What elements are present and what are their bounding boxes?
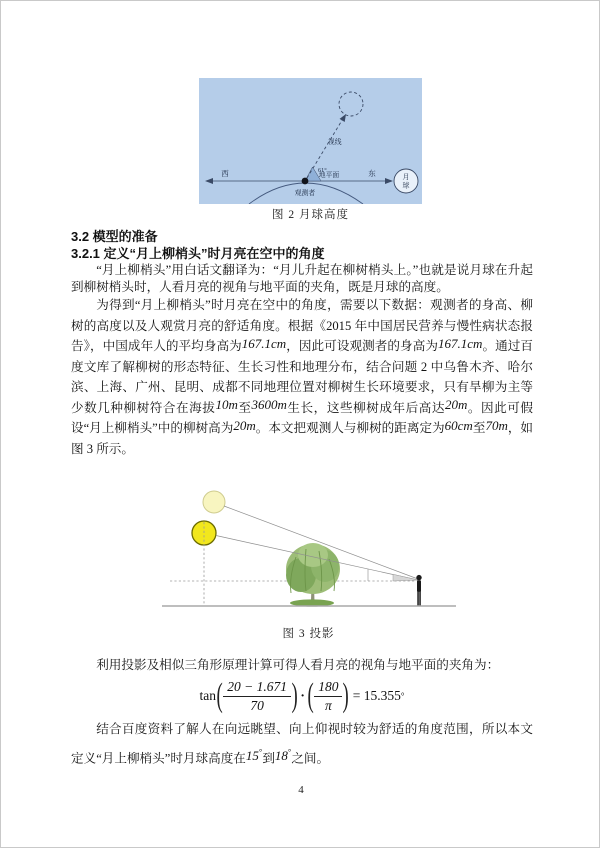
- east-label: 东: [368, 169, 376, 178]
- figure-2-diagram: [199, 78, 422, 204]
- observer-label: 观测者: [294, 190, 316, 197]
- paren-close-icon: ): [291, 677, 298, 714]
- p2-text: 。本文把观测人与柳树的距离定为: [255, 421, 445, 435]
- paragraph-definition: “月上柳梢头”用白话文翻译为：“月儿升起在柳树梢头上。”也就是说月球在升起到柳树梢头时，人看月亮的视角与地平面的夹角，既是月球的高度。: [71, 263, 533, 294]
- p2-math-height1: 167.1cm: [241, 335, 287, 351]
- p2-math-altitude-low: 10m: [215, 397, 238, 412]
- paragraph-data: [71, 295, 533, 459]
- p2-math-distance-low: 60cm: [444, 417, 473, 433]
- angle-label: 61°: [318, 167, 327, 174]
- angle-low-degree: °: [258, 746, 263, 757]
- figure-2-caption: 图 2 月球高度: [272, 209, 349, 221]
- p2-text: 生长，这些柳树成年后高达: [286, 400, 445, 415]
- p2-math-tree-height1: 20m: [444, 397, 468, 412]
- p2-text: 。通过百度文库了解柳树的形态特征、生长习性和地理分布，结合问题 2 中乌鲁木齐、哈尔滨、上海、广州、昆明、成都不同地理位置对柳树生长环境要求，只有旱柳为主等少数几种柳树符合在海拔: [71, 339, 534, 415]
- formula-degree: °: [400, 691, 405, 701]
- figure-3-diagram: [156, 489, 461, 611]
- moon-pale-icon: [203, 491, 225, 513]
- paragraph-conclusion: [71, 717, 533, 771]
- p4-math-angle-high: [275, 748, 291, 763]
- p2-text: ，因此可设观测者的身高为: [286, 339, 439, 353]
- formula-result: = 15.355: [352, 688, 401, 703]
- p2-text: 至: [237, 400, 252, 415]
- figure2-background: [199, 78, 422, 204]
- fraction2-numerator: 180: [314, 678, 342, 697]
- section-heading-3-2-1: 3.2.1 定义“月上柳梢头”时月亮在空中的角度: [71, 246, 325, 261]
- p4-text: 到: [262, 751, 275, 766]
- p4-text: 结合百度资料了解人在向远眺望、向上仰视时较为舒适的角度范围，所以本文定义“月上柳梢头”时月球高度在: [71, 722, 533, 766]
- west-label: 西: [221, 169, 229, 178]
- formula-fraction-1: [222, 678, 292, 714]
- angle-low-value: 15: [245, 747, 259, 763]
- fraction1-numerator: 20 − 1.671: [223, 678, 291, 697]
- formula-tan: tan: [199, 688, 216, 703]
- p4-math-angle-low: [246, 748, 262, 763]
- formula-moon-angle: [71, 675, 533, 717]
- section-body: [71, 228, 533, 459]
- figure-2-moon-height: [199, 78, 422, 222]
- paren-open-icon: (: [216, 677, 223, 714]
- p2-text: 至: [472, 421, 486, 435]
- p2-text: 为得到“月上柳梢头”时月亮在空中的角度，需要以下数据：观测者的身高、柳树的高度以及人观赏月亮的舒适角度。根据《2015 年中国居民营养与慢性病状态报告》，中国成年人的平均身高为: [71, 298, 533, 353]
- angle-high-degree: °: [287, 746, 292, 757]
- p2-math-distance-high: 70m: [485, 417, 508, 433]
- paren-open-icon: (: [307, 677, 314, 714]
- fraction2-denominator: π: [324, 697, 332, 713]
- page-number: 4: [298, 784, 304, 796]
- moon-label-1: 月: [402, 173, 410, 181]
- formula-fraction-2: [313, 678, 343, 714]
- figure-3-caption: 图 3 投影: [282, 628, 335, 640]
- formula-dot-operator: ·: [300, 688, 305, 703]
- angle-high-value: 18: [274, 747, 288, 763]
- paren-close-icon: ): [343, 677, 350, 714]
- p2-text: ，如图 3 所示。: [71, 421, 534, 456]
- p2-text: 。因此可假设“月上柳梢头”中的柳树高为: [71, 400, 534, 435]
- p4-text: 之间。: [291, 751, 330, 766]
- section-heading-3-2: 3.2 模型的准备: [71, 229, 158, 244]
- p2-math-tree-height2: 20m: [233, 417, 256, 433]
- figure-3-projection: [156, 489, 461, 641]
- p2-math-altitude-high: 3600m: [251, 397, 287, 412]
- fraction1-denominator: 70: [250, 697, 264, 713]
- paragraph-projection: 利用投影及相似三角形原理计算可得人看月亮的视角与地平面的夹角为：: [96, 658, 500, 672]
- sight-label: 视线: [328, 139, 342, 146]
- p2-math-height2: 167.1cm: [438, 335, 483, 351]
- moon-label-2: 球: [402, 181, 410, 190]
- horizon-label: 地平面: [318, 172, 340, 179]
- observer-dot: [302, 178, 309, 185]
